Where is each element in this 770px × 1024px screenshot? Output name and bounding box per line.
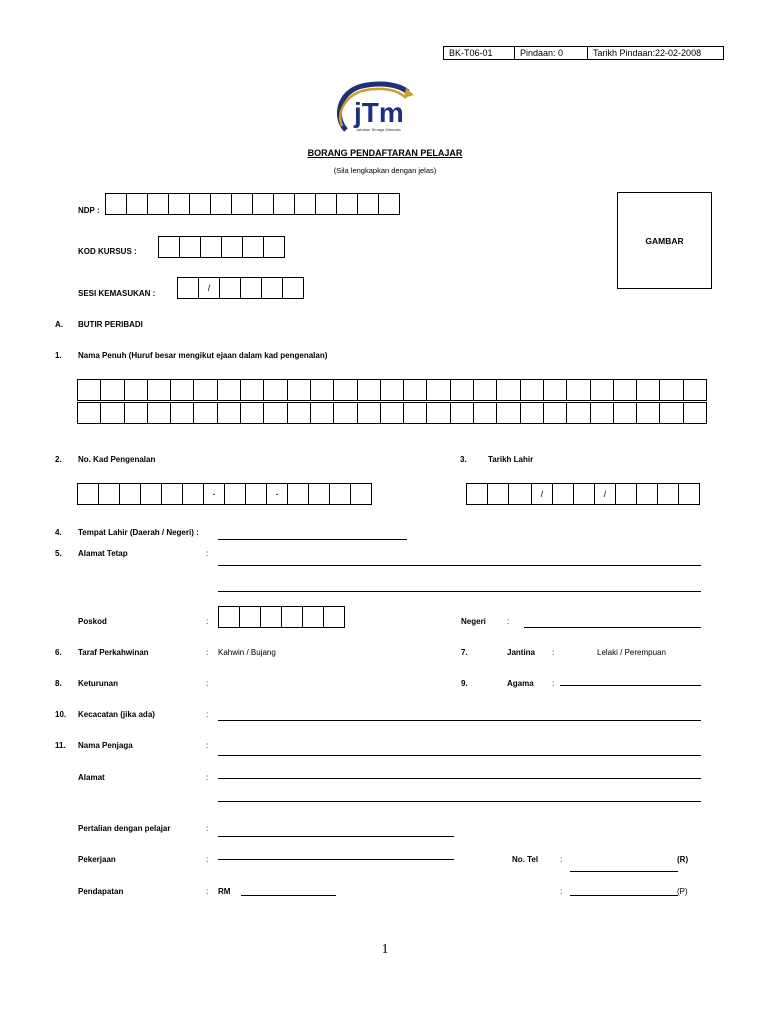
phone-home-suffix: (R) [677,855,689,864]
religion-field[interactable] [560,685,701,686]
full-name-box[interactable] [520,402,544,424]
document-header-table [443,46,724,60]
dob-box[interactable] [636,483,658,505]
poskod-colon: : [206,617,209,626]
q8-label: Keturunan [78,679,118,688]
poskod-box[interactable] [239,606,261,628]
full-name-box[interactable] [520,379,544,401]
income-label: Pendapatan [78,887,124,896]
doc-code: BK-T06-01 [444,47,515,59]
guardian-address-line-1[interactable] [218,778,701,779]
ic-box[interactable] [329,483,351,505]
q8-number: 8. [55,679,62,688]
phone-label: No. Tel [512,855,539,864]
q9-label: Agama [507,679,534,688]
relationship-colon: : [206,824,209,833]
ndp-box[interactable] [252,193,274,215]
q5-colon: : [206,549,209,558]
jtm-logo [332,78,422,136]
sesi-box-separator: / [198,277,220,299]
full-name-box[interactable] [100,379,124,401]
guardian-address-label: Alamat [78,773,105,782]
section-a-title: BUTIR PERIBADI [78,320,143,329]
phone-mobile-field[interactable] [570,895,678,896]
ndp-label: NDP : [78,206,100,215]
guardian-address-colon: : [206,773,209,782]
kod-kursus-boxes[interactable] [158,236,285,258]
full-name-box[interactable] [217,402,241,424]
phone-colon: : [560,855,563,864]
phone-mobile-suffix: (P) [677,887,688,896]
q4-label: Tempat Lahir (Daerah / Negeri) : [78,528,199,537]
dob-box[interactable] [678,483,700,505]
ic-number-boxes[interactable] [77,483,372,505]
kod-kursus-box[interactable] [179,236,201,258]
ndp-box[interactable] [147,193,169,215]
q5-label: Alamat Tetap [78,549,128,558]
gender-options[interactable]: Lelaki / Perempuan [597,648,666,657]
full-name-box[interactable] [287,379,311,401]
dob-box[interactable] [487,483,509,505]
dob-separator: / [594,483,616,505]
full-name-box[interactable] [147,379,171,401]
kod-kursus-box[interactable] [158,236,180,258]
ndp-box[interactable] [210,193,232,215]
photo-label: GAMBAR [645,236,684,246]
full-name-box[interactable] [566,379,590,401]
sesi-box[interactable] [177,277,199,299]
full-name-box[interactable] [496,379,520,401]
full-name-box[interactable] [636,379,660,401]
poskod-box[interactable] [302,606,324,628]
address-line-1[interactable] [218,565,701,566]
kod-kursus-box[interactable] [221,236,243,258]
kod-kursus-box[interactable] [263,236,285,258]
ic-box[interactable] [224,483,246,505]
ndp-box[interactable] [231,193,253,215]
ndp-box[interactable] [294,193,316,215]
q3-label: Tarikh Lahir [488,455,534,464]
sesi-box[interactable] [219,277,241,299]
full-name-box[interactable] [380,379,404,401]
full-name-box[interactable] [357,379,381,401]
ndp-box[interactable] [189,193,211,215]
poskod-box[interactable] [281,606,303,628]
section-a-number: A. [55,320,63,329]
full-name-box[interactable] [380,402,404,424]
full-name-box[interactable] [426,402,450,424]
q11-label: Nama Penjaga [78,741,133,750]
full-name-box[interactable] [100,402,124,424]
q2-number: 2. [55,455,62,464]
full-name-box[interactable] [636,402,660,424]
occupation-colon: : [206,855,209,864]
photo-box [617,192,712,289]
q5-number: 5. [55,549,62,558]
dob-box[interactable] [508,483,532,505]
full-name-box[interactable] [659,402,683,424]
q1-number: 1. [55,351,62,360]
ic-separator: - [266,483,288,505]
full-name-box[interactable] [683,402,707,424]
dob-separator: / [531,483,553,505]
phone-home-field[interactable] [570,871,678,872]
full-name-box[interactable] [193,379,217,401]
full-name-box[interactable] [683,379,707,401]
poskod-box[interactable] [323,606,345,628]
ndp-box[interactable] [336,193,358,215]
q10-colon: : [206,710,209,719]
q6-label: Taraf Perkahwinan [78,648,149,657]
q1-label: Nama Penuh (Huruf besar mengikut ejaan dalam kad pengenalan) [78,351,328,360]
full-name-box[interactable] [124,402,148,424]
ic-box[interactable] [119,483,141,505]
q6-colon: : [206,648,209,657]
svg-text:Jabatan Tenaga Manusia: Jabatan Tenaga Manusia [356,127,401,132]
q3-number: 3. [460,455,467,464]
q7-label: Jantina [507,648,536,657]
q7-number: 7. [461,648,468,657]
full-name-box[interactable] [590,402,614,424]
full-name-box[interactable] [287,402,311,424]
ndp-box[interactable] [105,193,127,215]
disability-field[interactable] [218,720,701,721]
kod-kursus-box[interactable] [242,236,264,258]
ndp-boxes[interactable] [105,193,400,215]
poskod-box[interactable] [260,606,282,628]
address-line-2[interactable] [218,591,701,592]
q10-label: Kecacatan (jika ada) [78,710,155,719]
dob-box[interactable] [552,483,574,505]
full-name-box[interactable] [170,379,194,401]
ndp-box[interactable] [273,193,295,215]
full-name-box[interactable] [124,379,148,401]
full-name-box[interactable] [450,379,474,401]
ndp-box[interactable] [126,193,148,215]
poskod-label: Poskod [78,617,107,626]
q10-number: 10. [55,710,67,719]
q2-label: No. Kad Pengenalan [78,455,156,464]
ndp-box[interactable] [315,193,337,215]
full-name-box[interactable] [426,379,450,401]
page-title: BORANG PENDAFTARAN PELAJAR [307,148,463,158]
full-name-box[interactable] [263,379,287,401]
q9-colon: : [552,679,555,688]
negeri-label: Negeri [461,617,486,626]
q6-number: 6. [55,648,62,657]
full-name-box[interactable] [333,402,357,424]
ndp-box[interactable] [378,193,400,215]
full-name-box[interactable] [333,379,357,401]
phone-mobile-colon: : [560,887,563,896]
full-name-box[interactable] [310,379,334,401]
ic-box[interactable] [182,483,204,505]
kod-kursus-label: KOD KURSUS : [78,247,137,256]
full-name-box[interactable] [403,379,427,401]
q4-number: 4. [55,528,62,537]
sesi-label: SESI KEMASUKAN : [78,289,156,298]
dob-box[interactable] [573,483,595,505]
negeri-colon: : [507,617,510,626]
ic-box[interactable] [245,483,267,505]
occupation-label: Pekerjaan [78,855,116,864]
sesi-box[interactable] [261,277,283,299]
relationship-field[interactable] [218,836,454,837]
full-name-box[interactable] [613,379,637,401]
full-name-box[interactable] [496,402,520,424]
full-name-box[interactable] [473,379,497,401]
full-name-box[interactable] [659,379,683,401]
poskod-boxes[interactable] [218,606,345,628]
full-name-box[interactable] [450,402,474,424]
sesi-box[interactable] [240,277,262,299]
revision: Pindaan: 0 [515,47,588,59]
full-name-grid[interactable] [77,379,707,424]
full-name-box[interactable] [193,402,217,424]
income-field[interactable] [241,895,336,896]
ic-box[interactable] [161,483,183,505]
sesi-boxes[interactable] [177,277,304,299]
birthplace-field[interactable] [218,539,407,540]
full-name-box[interactable] [77,379,101,401]
guardian-name-field[interactable] [218,755,701,756]
full-name-box[interactable] [263,402,287,424]
guardian-address-line-2[interactable] [218,801,701,802]
sesi-box[interactable] [282,277,304,299]
full-name-box[interactable] [566,402,590,424]
full-name-box[interactable] [473,402,497,424]
q11-colon: : [206,741,209,750]
full-name-box[interactable] [240,402,264,424]
revision-date: Tarikh Pindaan:22-02-2008 [593,48,702,58]
ic-box[interactable] [140,483,162,505]
full-name-box[interactable] [613,402,637,424]
occupation-field[interactable] [218,859,454,860]
full-name-box[interactable] [543,402,567,424]
q9-number: 9. [461,679,468,688]
full-name-box[interactable] [217,379,241,401]
svg-text:jTm: jTm [354,97,404,128]
q8-colon: : [206,679,209,688]
marital-status-options[interactable]: Kahwin / Bujang [218,648,276,657]
full-name-box[interactable] [310,402,334,424]
ic-box[interactable] [287,483,309,505]
dob-box[interactable] [657,483,679,505]
ic-separator: - [203,483,225,505]
income-currency: RM [218,887,231,896]
negeri-field[interactable] [524,627,701,628]
full-name-box[interactable] [77,402,101,424]
kod-kursus-box[interactable] [200,236,222,258]
ic-box[interactable] [98,483,120,505]
income-colon: : [206,887,209,896]
full-name-box[interactable] [543,379,567,401]
ic-box[interactable] [77,483,99,505]
full-name-box[interactable] [240,379,264,401]
birth-date-boxes[interactable] [466,483,700,505]
ic-box[interactable] [350,483,372,505]
q11-number: 11. [55,741,66,750]
ndp-box[interactable] [168,193,190,215]
page-subtitle: (Sila lengkapkan dengan jelas) [333,166,437,175]
page-number: 1 [381,942,389,957]
relationship-label: Pertalian dengan pelajar [78,824,171,833]
full-name-box[interactable] [403,402,427,424]
q7-colon: : [552,648,555,657]
dob-box[interactable] [615,483,637,505]
poskod-box[interactable] [218,606,240,628]
ndp-box[interactable] [357,193,379,215]
full-name-box[interactable] [357,402,381,424]
ic-box[interactable] [308,483,330,505]
dob-box[interactable] [466,483,488,505]
full-name-box[interactable] [147,402,171,424]
full-name-box[interactable] [590,379,614,401]
full-name-box[interactable] [170,402,194,424]
